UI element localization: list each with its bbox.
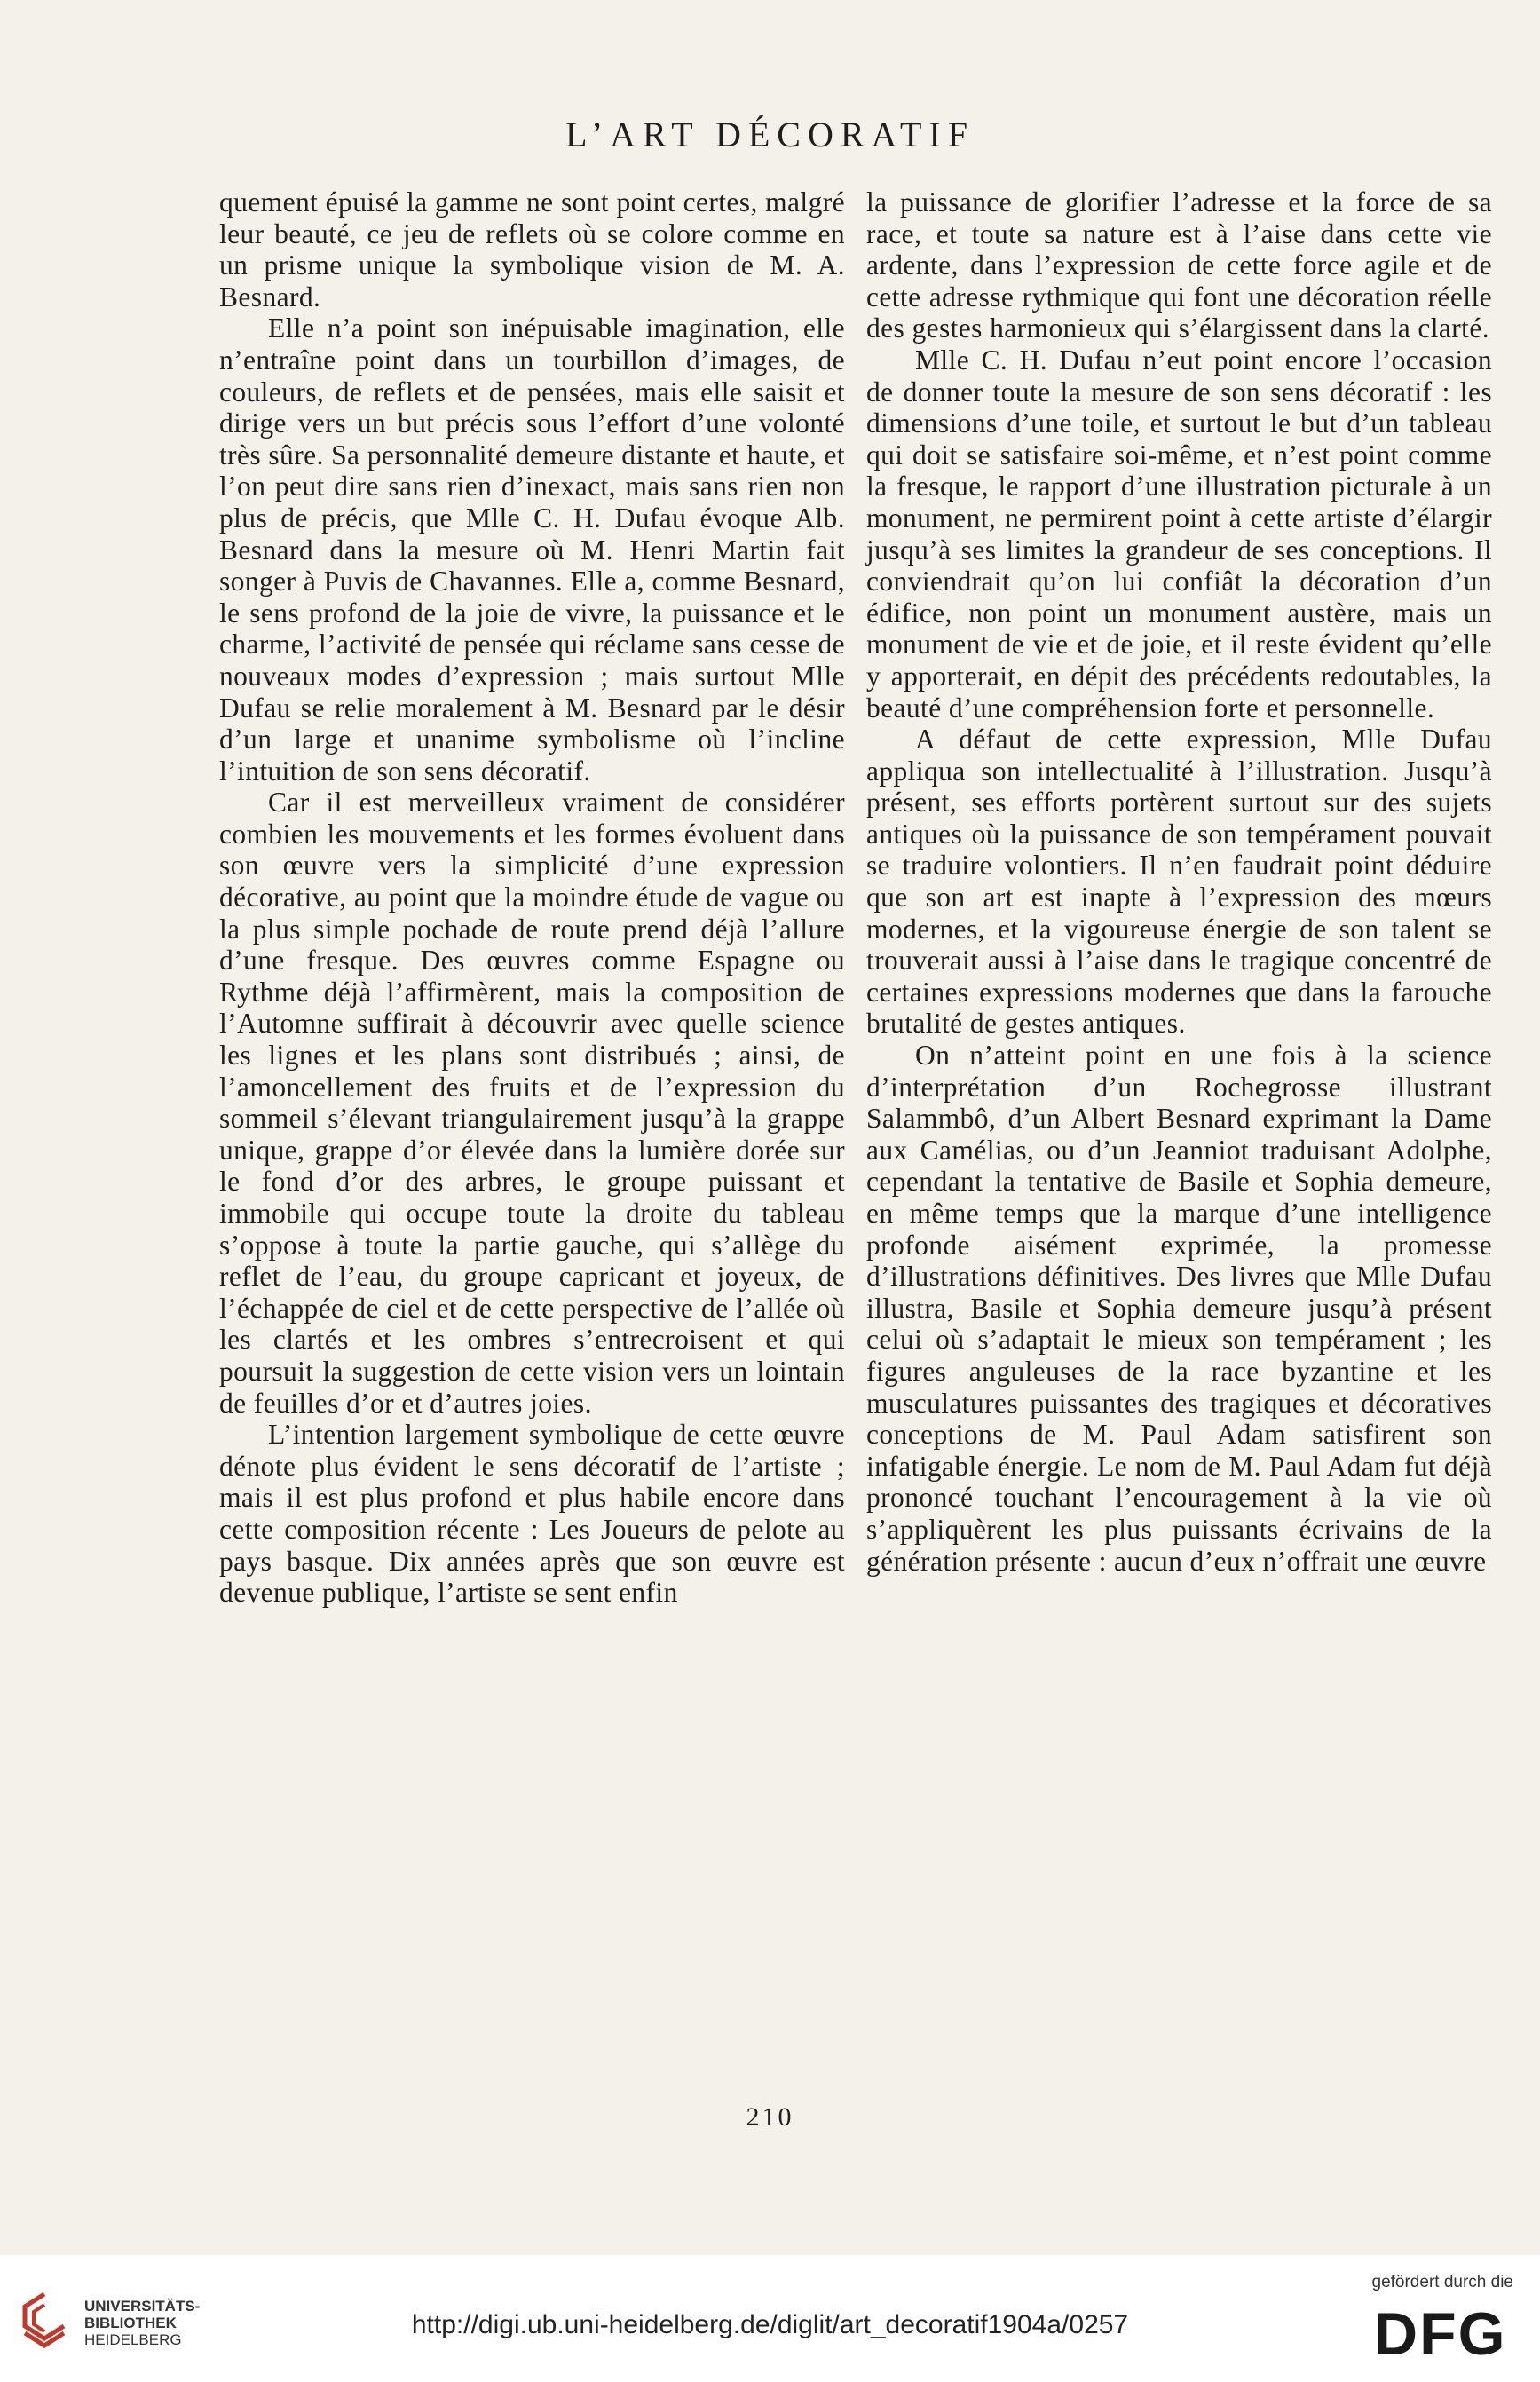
left-column bbox=[219, 186, 845, 1609]
funding-label: gefördert durch die bbox=[1371, 2273, 1513, 2291]
right-paragraph-1: la puissance de glorifier l’adresse et la force de sa race, et toute sa nature est à l’aise dans cette vie ardente, dans l’expression de cette force agile et de cette adresse rythmique qui font une décoration réelle des gestes harmonieux qui s’élargissent dans la clarté. bbox=[866, 186, 1492, 344]
library-name-line3: HEIDELBERG bbox=[84, 2331, 182, 2348]
library-name-line1: UNIVERSITÄTS- bbox=[84, 2298, 201, 2315]
library-name-line2: BIBLIOTHEK bbox=[84, 2315, 177, 2331]
right-column bbox=[866, 186, 1492, 1577]
dfg-logo-icon bbox=[1372, 2299, 1519, 2362]
page-number: 210 bbox=[746, 2102, 794, 2132]
right-paragraph-3: A défaut de cette expression, Mlle Dufau appliqua son intellectualité à l’illustration. Jusqu’à présent, ses efforts portèrent surtout sur des sujets antiques où la puissance de son tempérament pouvait se traduire volontiers. Il n’en faudrait point déduire que son art est inapte à l’expression des mœurs modernes, et la vigoureuse énergie de son talent se trouverait aussi à l’aise dans le tragique concentré de certaines expressions modernes que dans la farouche brutalité de gestes antiques. bbox=[866, 724, 1492, 1040]
svg-text:DFG: DFG bbox=[1374, 2300, 1507, 2362]
permalink-url[interactable]: http://digi.ub.uni-heidelberg.de/diglit/art_decoratif1904a/0257 bbox=[411, 2310, 1129, 2339]
left-paragraph-4: L’intention largement symbolique de cette œuvre dénote plus évident le sens décoratif de l’artiste ; mais il est plus profond et plus habile encore dans cette composition récente : Les Joueurs de pelote au pays basque. Dix années après que son œuvre est devenue publique, l’artiste se sent enfin bbox=[219, 1419, 845, 1609]
right-paragraph-2: Mlle C. H. Dufau n’eut point encore l’occasion de donner toute la mesure de son sens décoratif : les dimensions d’une toile, et surtout le but d’un tableau qui doit se satisfaire soi-même, et n’est point comme la fresque, le rapport d’une illustration picturale à un monument, ne permirent point à cette artiste d’élargir jusqu’à ses limites la grandeur de ses conceptions. Il conviendrait qu’on lui confiât la décoration d’un édifice, non point un monument austère, mais un monument de vie et de joie, et il reste évident qu’elle y apporterait, en dépit des précédents redoutables, la beauté d’une compréhension forte et personnelle. bbox=[866, 344, 1492, 724]
digitization-footer bbox=[0, 2255, 1540, 2382]
left-paragraph-3: Car il est merveilleux vraiment de considérer combien les mouvements et les formes évoluent dans son œuvre vers la simplicité d’une expression décorative, au point que la moindre étude de vague ou la plus simple pochade de route prend déjà l’allure d’une fresque. Des œuvres comme Espagne ou Rythme déjà l’affirmèrent, mais la composition de l’Automne suffirait à découvrir avec quelle science les lignes et les plans sont distribués ; ainsi, de l’amoncellement des fruits et de l’expression du sommeil s’élevant triangulairement jusqu’à la grappe unique, grappe d’or élevée dans la lumière dorée sur le fond d’or des arbres, le groupe puissant et immobile qui occupe toute la droite du tableau s’oppose à toute la partie gauche, qui s’allège du reflet de l’eau, du groupe capricant et joyeux, de l’échappée de ciel et de cette perspective de l’allée où les clartés et les ombres s’entrecroisent et qui poursuit la suggestion de cette vision vers un lointain de feuilles d’or et d’autres joies. bbox=[219, 787, 845, 1419]
running-header: L’ART DÉCORATIF bbox=[565, 115, 975, 154]
left-paragraph-2: Elle n’a point son inépuisable imagination, elle n’entraîne point dans un tourbillon d’images, de couleurs, de reflets et de pensées, mais elle saisit et dirige vers un but précis sous l’effort d’une volonté très sûre. Sa personnalité demeure distante et haute, et l’on peut dire sans rien d’inexact, mais sans rien non plus de précis, que Mlle C. H. Dufau évoque Alb. Besnard dans la mesure où M. Henri Martin fait songer à Puvis de Chavannes. Elle a, comme Besnard, le sens profond de la joie de vivre, la puissance et le charme, l’activité de pensée qui réclame sans cesse de nouveaux modes d’expression ; mais surtout Mlle Dufau se relie moralement à M. Besnard par le désir d’un large et unanime symbolisme où l’incline l’intuition de son sens décoratif. bbox=[219, 313, 845, 787]
left-paragraph-1: quement épuisé la gamme ne sont point certes, malgré leur beauté, ce jeu de reflets où se colore comme en un prisme unique la symbolique vision de M. A. Besnard. bbox=[219, 186, 845, 313]
right-paragraph-4: On n’atteint point en une fois à la science d’interprétation d’un Rochegrosse illustrant Salammbô, d’un Albert Besnard exprimant la Dame aux Camélias, ou d’un Jeanniot traduisant Adolphe, cependant la tentative de Basile et Sophia demeure, en même temps que la marque d’une intelligence profonde aisément exprimée, la promesse d’illustrations définitives. Des livres que Mlle Dufau illustra, Basile et Sophia demeure jusqu’à présent celui où s’adaptait le mieux son tempérament ; les figures anguleuses de la race byzantine et les musculatures puissantes des tragiques et décoratives conceptions de M. Paul Adam satisfirent son infatigable énergie. Le nom de M. Paul Adam fut déjà prononcé touchant l’encouragement à la vie où s’appliquèrent les plus puissants écrivains de la génération présente : aucun d’eux n’offrait une œuvre bbox=[866, 1040, 1492, 1577]
